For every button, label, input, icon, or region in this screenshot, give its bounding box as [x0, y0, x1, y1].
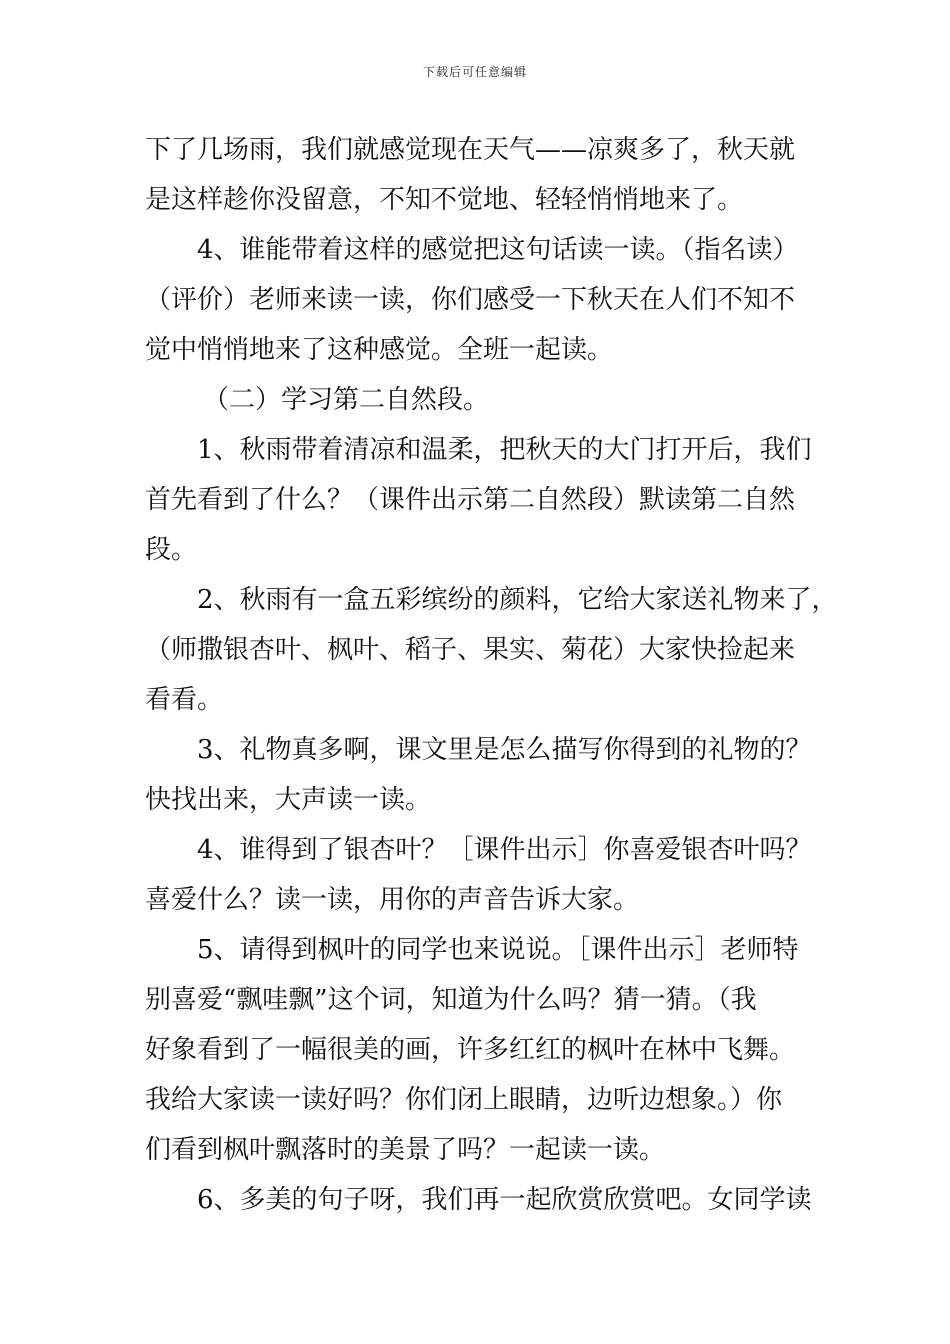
text-line: 6、多美的句子呀，我们再一起欣赏欣赏吧。女同学读: [197, 1185, 812, 1215]
document-body: [145, 125, 838, 1225]
text-line: 们看到枫叶飘落时的美景了吗？一起读一读。: [145, 1135, 666, 1165]
text-line: 别喜爱“飘哇飘”这个词，知道为什么吗？猜一猜。（我: [145, 985, 757, 1015]
text-line: 3、礼物真多啊，课文里是怎么描写你得到的礼物的？: [197, 735, 812, 765]
section-heading: （二）学习第二自然段。: [203, 385, 490, 415]
text-line: 2、秋雨有一盒五彩缤纷的颜料，它给大家送礼物来了，: [197, 585, 838, 615]
text-line: 快找出来，大声读一读。: [145, 785, 432, 815]
text-line: 4、谁能带着这样的感觉把这句话读一读。（指名读）: [197, 235, 799, 265]
text-line: 觉中悄悄地来了这种感觉。全班一起读。: [145, 335, 614, 365]
text-line: 段。: [145, 535, 198, 565]
text-line: 喜爱什么？读一读，用你的声音告诉大家。: [145, 885, 640, 915]
text-line: （师撒银杏叶、枫叶、稻子、果实、菊花）大家快捡起来: [145, 635, 796, 665]
text-line: 4、谁得到了银杏叶？［课件出示］你喜爱银杏叶吗？: [197, 835, 812, 865]
text-line: 5、请得到枫叶的同学也来说说。［课件出示］老师特: [197, 935, 799, 965]
text-line: （评价）老师来读一读，你们感受一下秋天在人们不知不: [145, 285, 796, 315]
text-line: 好象看到了一幅很美的画，许多红红的枫叶在林中飞舞。: [145, 1035, 796, 1065]
text-line: 我给大家读一读好吗？你们闭上眼睛，边听边想象。）你: [145, 1085, 783, 1115]
text-line: 下了几场雨，我们就感觉现在天气——凉爽多了，秋天就: [145, 135, 796, 165]
text-line: 1、秋雨带着清凉和温柔，把秋天的大门打开后，我们: [197, 435, 812, 465]
text-line: 是这样趁你没留意，不知不觉地、轻轻悄悄地来了。: [145, 185, 744, 215]
text-line: 首先看到了什么？（课件出示第二自然段）默读第二自然: [145, 485, 796, 515]
page-header: 下载后可任意编辑: [422, 65, 527, 79]
text-line: 看看。: [145, 685, 224, 715]
